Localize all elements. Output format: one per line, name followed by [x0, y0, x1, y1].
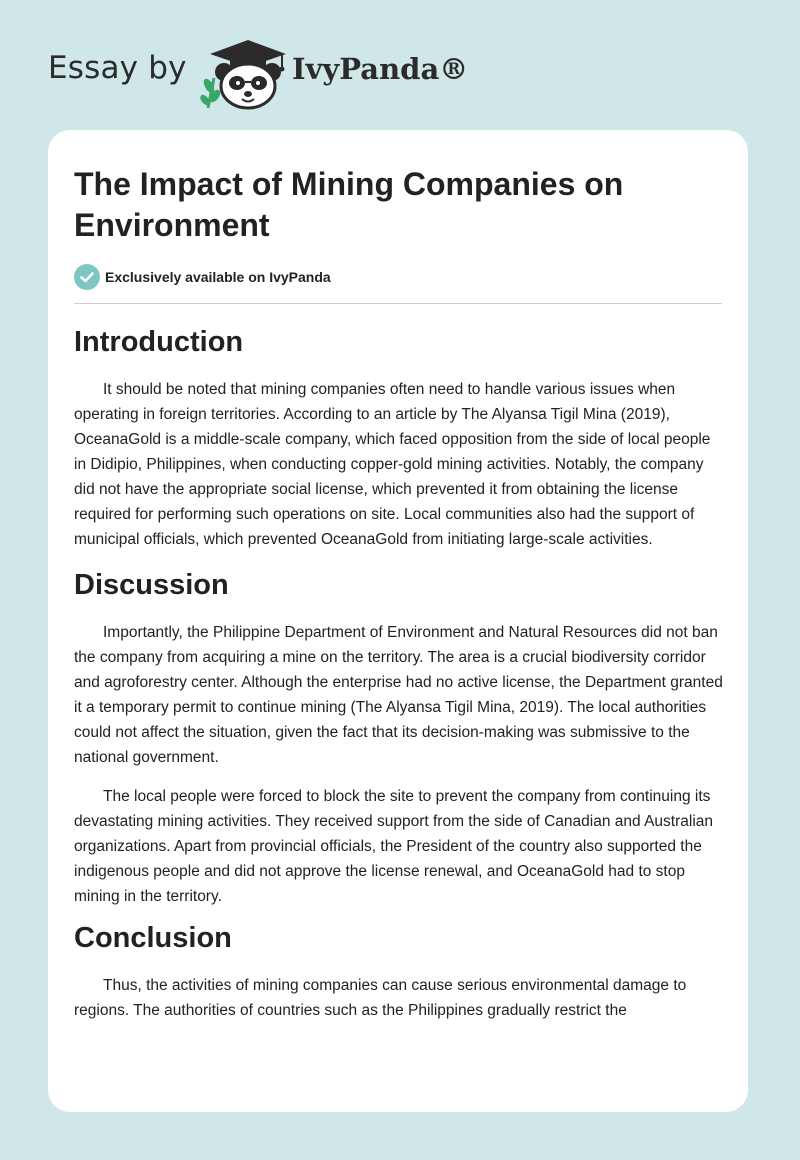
page-title: The Impact of Mining Companies on Environment — [74, 166, 624, 243]
essay-card — [48, 130, 748, 1112]
section-heading-introduction: Introduction — [74, 326, 244, 358]
essay-body — [74, 323, 726, 1037]
section-heading-conclusion: Conclusion — [74, 922, 232, 954]
exclusive-badge — [74, 264, 574, 290]
panda-graduate-icon[interactable] — [200, 34, 300, 110]
paragraph: Importantly, the Philippine Department of Environment and Natural Resources did not ban the company from acquiring a mine on the territory. The area is a crucial biodiversity corridor and agroforestry center. Although the enterprise had no active license, the Department granted it a temporary permit to continue mining (The Alyansa Tigil Mina, 2019). The local authorities could not affect the situation, given the fact that its decision-making was submissive to the national government. — [74, 624, 723, 766]
essay-by-label: Essay by — [48, 50, 187, 86]
exclusive-badge-text: Exclusively available on IvyPanda — [105, 269, 331, 285]
paragraph: Thus, the activities of mining companies can cause serious environmental damage to regions. The authorities of countries such as the Philippines gradually restrict the — [74, 977, 687, 1019]
divider — [74, 303, 722, 304]
ivypanda-logo-text[interactable]: IvyPanda® — [292, 52, 469, 86]
check-circle-icon — [74, 264, 100, 290]
paragraph: The local people were forced to block the site to prevent the company from continuing its devastating mining activities. They received support from the side of Canadian and Australian organizations. Apart from provincial officials, the President of the country also supported the indigenous people and did not approve the license renewal, and OceanaGold had to stop mining in the territory. — [74, 788, 714, 905]
site-header — [48, 30, 528, 110]
paragraph: It should be noted that mining companies often need to handle various issues when operating in foreign territories. According to an article by The Alyansa Tigil Mina (2019), OceanaGold is a middle-scale company, which faced opposition from the side of local people in Didipio, Philippines, when conducting copper-gold mining activities. Notably, the company did not have the appropriate social license, which prevented it from obtaining the license required for performing such operations on site. Local communities also had the support of municipal officials, which prevented OceanaGold from initiating large-scale activities. — [74, 381, 711, 548]
section-heading-discussion: Discussion — [74, 569, 229, 601]
